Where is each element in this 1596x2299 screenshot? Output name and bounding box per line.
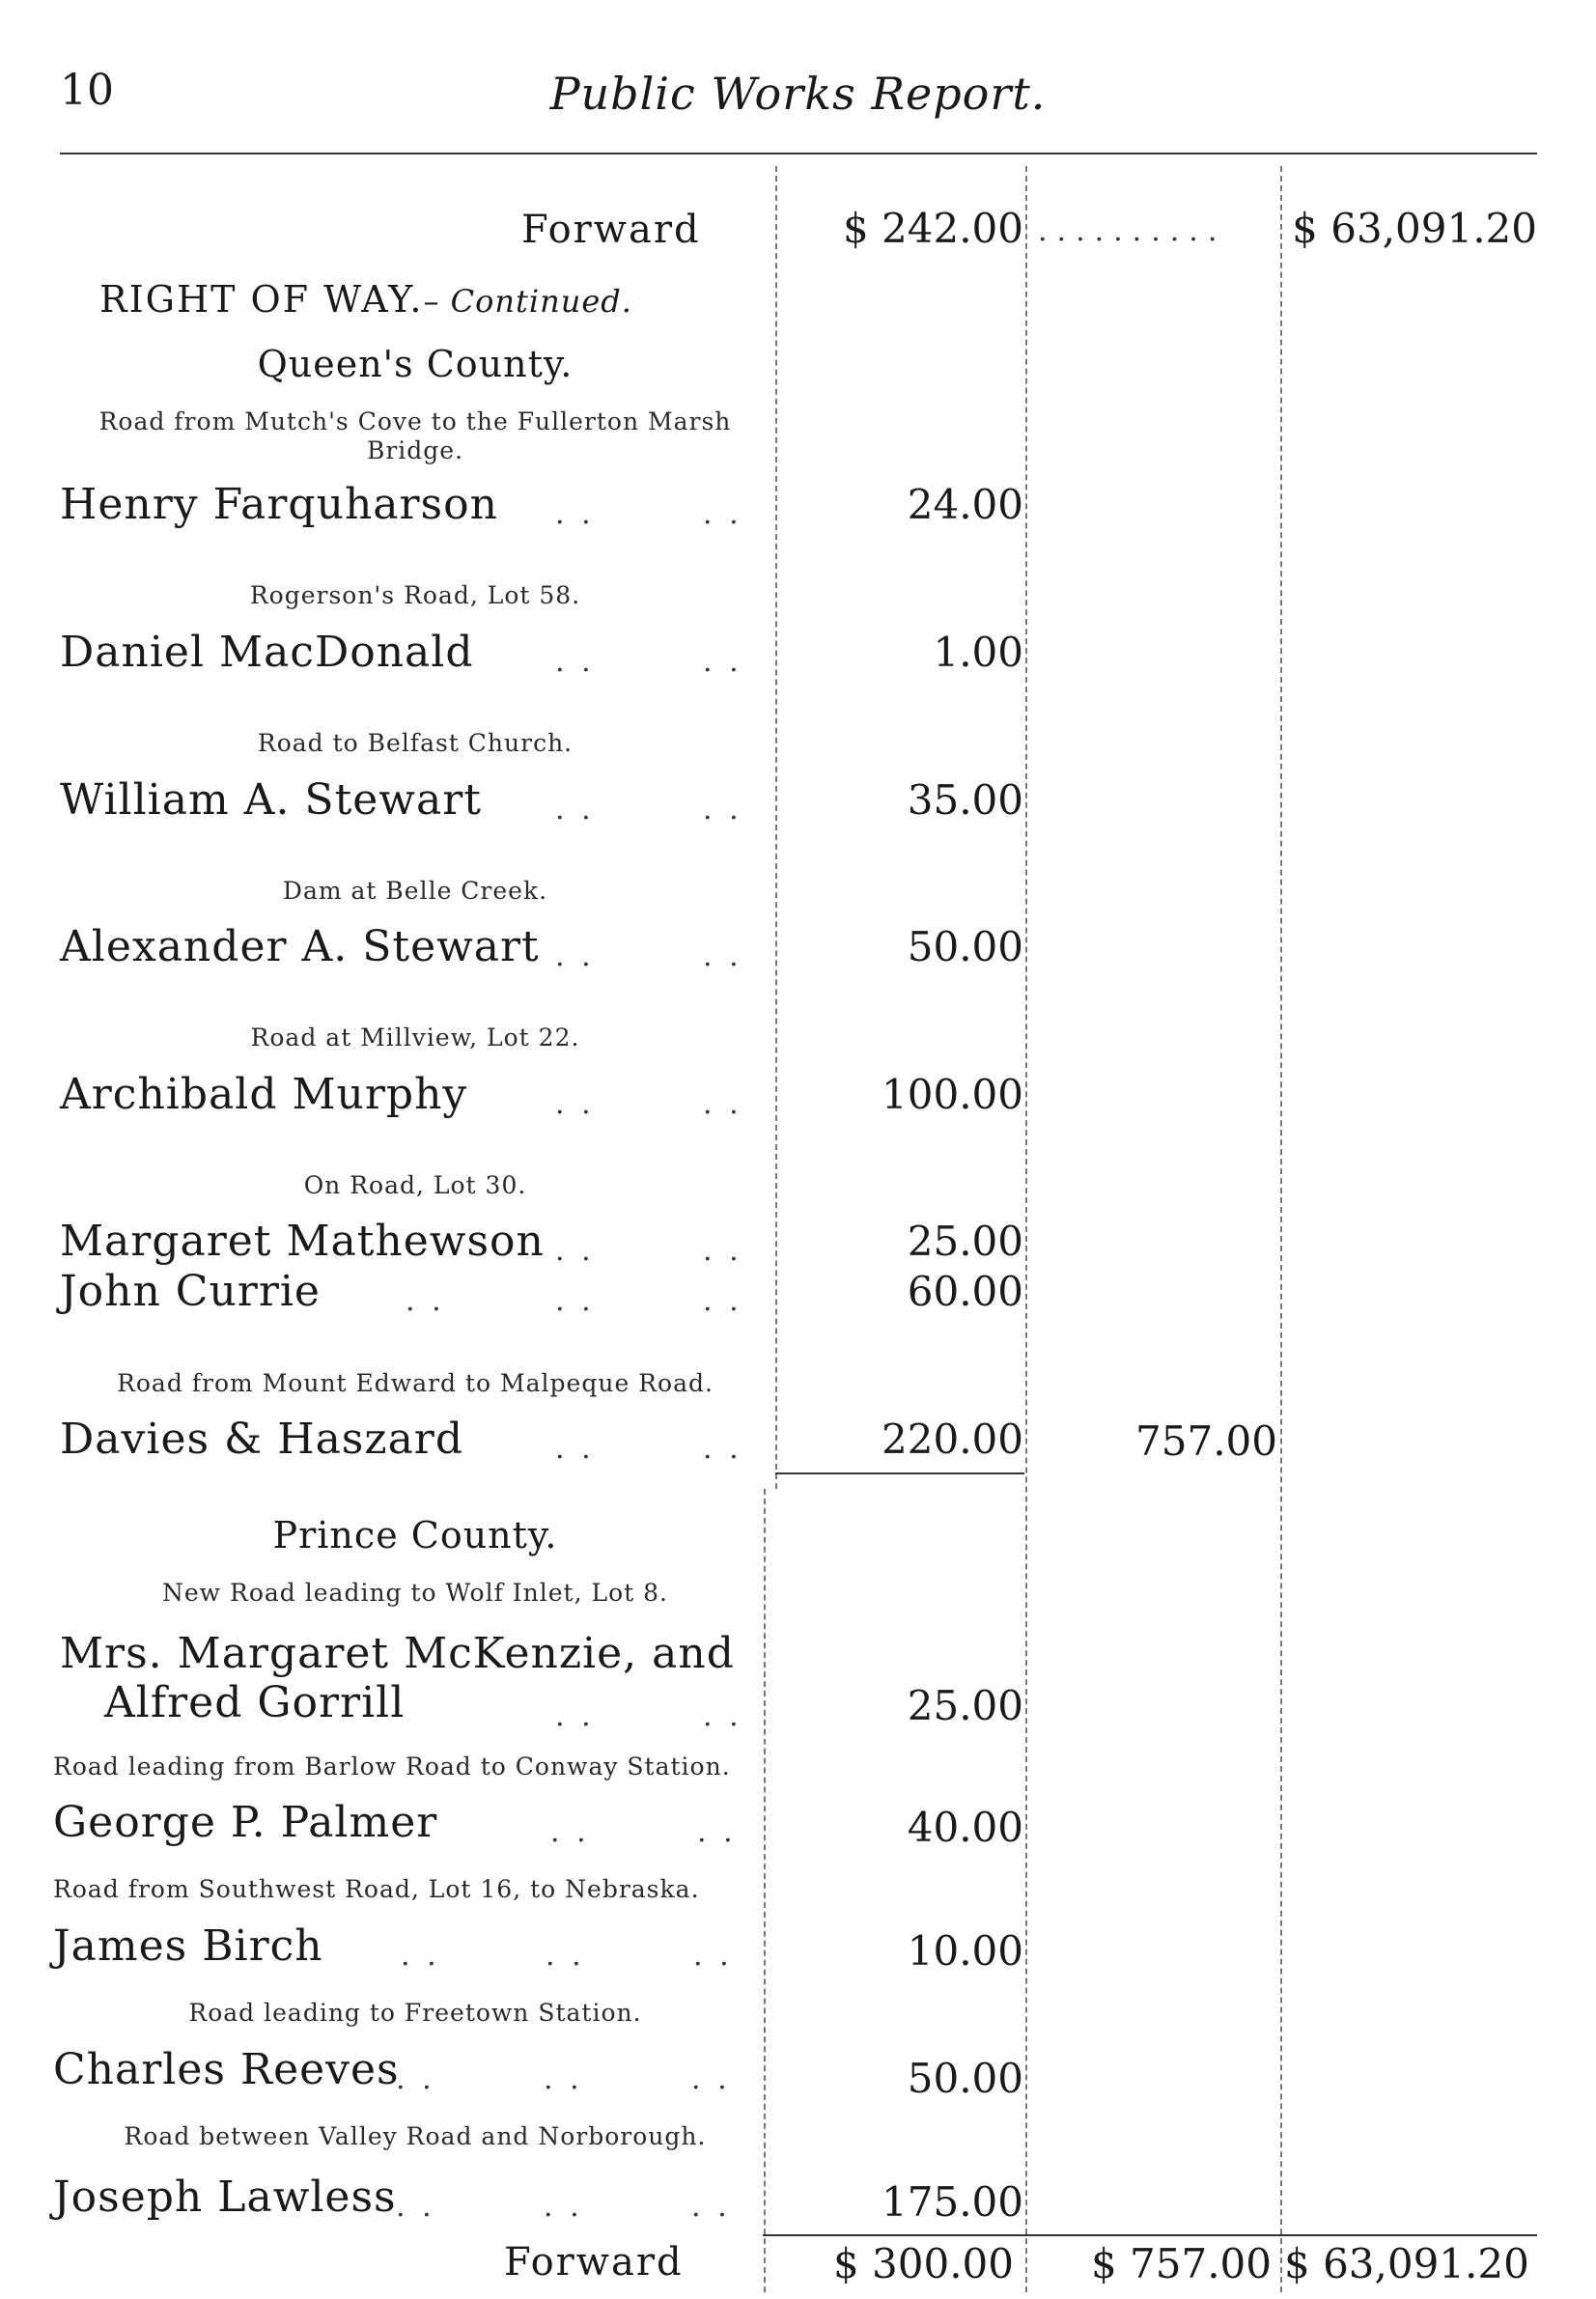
leader-dots: . .: [555, 1699, 595, 1733]
entry-name: Daniel MacDonald: [60, 628, 474, 677]
forward-label-top: Forward: [521, 208, 701, 252]
entry-amount: 175.00: [882, 2178, 1023, 2226]
county-heading-queens: Queen's County.: [257, 343, 574, 385]
road-description: On Road, Lot 30.: [303, 1171, 527, 1199]
leader-dots: . .: [555, 1284, 595, 1318]
entry-name: Alexander A. Stewart: [60, 922, 540, 971]
road-description: Road leading from Barlow Road to Conway Station.: [53, 1752, 731, 1780]
entry-name: Archibald Murphy: [60, 1070, 468, 1119]
entry-name-line1: Mrs. Margaret McKenzie, and: [60, 1629, 735, 1678]
carried-amount-col2: $ 757.00: [1090, 2240, 1272, 2287]
leader-dots: . .: [693, 1939, 733, 1973]
entry-name: Davies & Haszard: [60, 1415, 463, 1464]
entry-name: Henry Farquharson: [60, 480, 498, 529]
entry-amount: 10.00: [907, 1927, 1023, 1975]
entry-name: George P. Palmer: [53, 1798, 438, 1847]
leader-dots: . .: [401, 1939, 440, 1973]
header-rule: [60, 153, 1537, 154]
page-number: 10: [60, 66, 114, 115]
entry-amount: 40.00: [907, 1804, 1023, 1851]
leader-dots: . .: [555, 1087, 595, 1121]
entry-name: James Birch: [53, 1921, 323, 1971]
leader-dots: . .: [691, 2190, 731, 2224]
road-description: Road between Valley Road and Norborough.: [124, 2122, 707, 2150]
leader-dots: . .: [555, 645, 595, 679]
column-divider-1a: [775, 166, 777, 1489]
section-continued: – Continued.: [423, 283, 632, 320]
road-description: Road from Mutch's Cove to the Fullerton Marsh: [98, 407, 732, 435]
leader-dots: . .: [555, 1432, 595, 1466]
entry-name: Margaret Mathewson: [60, 1217, 545, 1266]
total-rule: [763, 2234, 1537, 2236]
entry-name: Joseph Lawless: [53, 2173, 397, 2222]
leader-dots: . .: [703, 1087, 742, 1121]
entry-amount: 100.00: [882, 1071, 1023, 1118]
entry-amount: 24.00: [907, 481, 1023, 528]
leader-dots: . .: [555, 1234, 595, 1268]
leader-dots: . .: [406, 1284, 445, 1318]
entry-amount: 25.00: [907, 1218, 1023, 1265]
column-divider-3: [1280, 166, 1282, 2292]
leader-dots: . .: [703, 497, 742, 531]
leader-dots: . .: [703, 1284, 742, 1318]
road-description-cont: Bridge.: [366, 436, 464, 464]
leader-dots: . .: [703, 1432, 742, 1466]
road-description: New Road leading to Wolf Inlet, Lot 8.: [162, 1579, 668, 1607]
leader-dots: . .: [703, 939, 742, 973]
entry-name: William A. Stewart: [60, 775, 482, 825]
section-title: RIGHT OF WAY.: [99, 278, 424, 321]
road-description: Road to Belfast Church.: [257, 729, 574, 757]
forward-leader-dots: ..........: [1038, 214, 1227, 248]
road-description: Road from Mount Edward to Malpeque Road.: [117, 1369, 714, 1397]
road-description: Dam at Belle Creek.: [282, 877, 548, 905]
forward-amount-col3: $ 63,091.20: [1292, 205, 1537, 252]
road-description: Road leading to Freetown Station.: [188, 1999, 642, 2027]
leader-dots: . .: [544, 2190, 583, 2224]
entry-amount: 1.00: [933, 629, 1023, 676]
leader-dots: . .: [691, 2062, 731, 2096]
entry-amount: 35.00: [907, 776, 1023, 824]
subtotal-rule: [775, 1472, 1024, 1474]
entry-amount: 50.00: [907, 2055, 1023, 2102]
column-divider-2: [1025, 166, 1027, 2292]
leader-dots: . .: [544, 2062, 583, 2096]
road-description: Rogerson's Road, Lot 58.: [249, 581, 581, 609]
running-title: Public Works Report.: [549, 68, 1047, 120]
entry-amount: 220.00: [882, 1416, 1023, 1463]
leader-dots: . .: [396, 2062, 435, 2096]
leader-dots: . .: [697, 1815, 737, 1849]
forward-amount-col1: $ 242.00: [842, 205, 1023, 252]
forward-label-bottom: Forward: [504, 2240, 684, 2285]
road-description: Road at Millview, Lot 22.: [250, 1023, 580, 1051]
leader-dots: . .: [703, 1699, 742, 1733]
entry-amount: 25.00: [907, 1682, 1023, 1729]
leader-dots: . .: [555, 939, 595, 973]
leader-dots: . .: [396, 2190, 435, 2224]
leader-dots: . .: [703, 1234, 742, 1268]
queens-subtotal: 757.00: [1135, 1417, 1277, 1465]
carried-amount-col3: $ 63,091.20: [1284, 2240, 1529, 2287]
entry-amount: 50.00: [907, 923, 1023, 970]
leader-dots: . .: [555, 497, 595, 531]
entry-name: John Currie: [60, 1267, 321, 1316]
section-heading: [99, 278, 632, 321]
carried-amount-col1: $ 300.00: [832, 2240, 1014, 2287]
road-description: Road from Southwest Road, Lot 16, to Nebraska.: [53, 1875, 700, 1903]
county-heading-prince: Prince County.: [272, 1514, 558, 1556]
leader-dots: . .: [550, 1815, 590, 1849]
entry-amount: 60.00: [907, 1268, 1023, 1315]
entry-name-line2: Alfred Gorrill: [104, 1678, 406, 1727]
leader-dots: . .: [703, 645, 742, 679]
leader-dots: . .: [546, 1939, 585, 1973]
leader-dots: . .: [555, 793, 595, 827]
entry-name: Charles Reeves: [53, 2045, 400, 2094]
leader-dots: . .: [703, 793, 742, 827]
